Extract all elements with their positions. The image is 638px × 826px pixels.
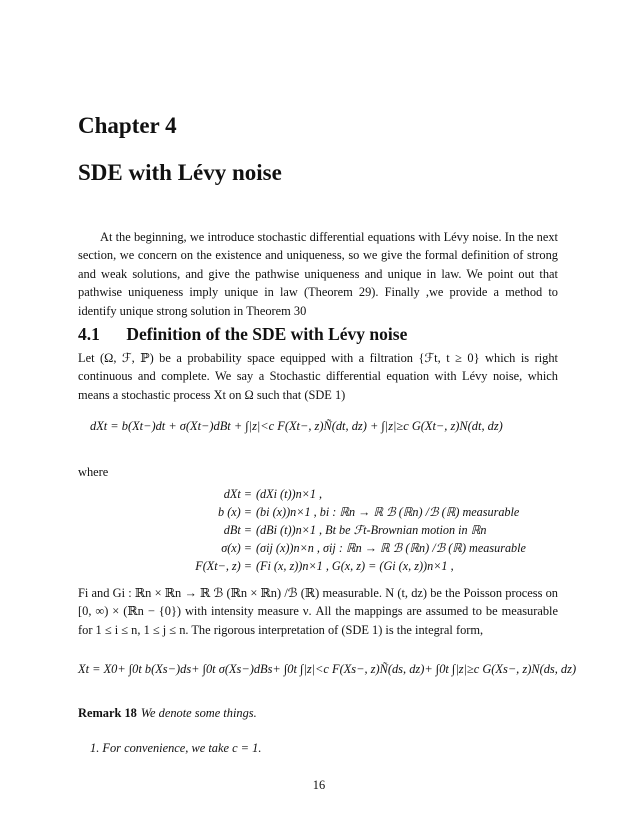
measurability-paragraph: Fi and Gi : ℝn × ℝn → ℝ ℬ (ℝn × ℝn) /ℬ (ℝ) measurable. N (t, dz) be the Poisson process on [0, ∞) × (ℝn − {0}) with intensity measure ν. All the mappings are assumed to be measurable for 1 ≤ i ≤ n, 1 ≤ j ≤ n. The rigorous interpretation of (SDE 1) is the integral form, <box>78 586 558 637</box>
definition-row <box>150 523 526 541</box>
definition-rhs: (bi (x))n×1 , bi : ℝn → ℝ ℬ (ℝn) /ℬ (ℝ) measurable <box>256 505 520 519</box>
remark-label: Remark 18 <box>78 706 137 720</box>
section-paragraph: Let (Ω, ℱ, ℙ) be a probability space equipped with a filtration {ℱt, t ≥ 0} which is right continuous and complete. We say a Stochastic differential equation with Lévy noise, which means a stochastic process Xt on Ω such that (SDE 1) <box>78 351 558 402</box>
definition-rhs: (σij (x))n×n , σij : ℝn → ℝ ℬ (ℝn) /ℬ (ℝ) measurable <box>256 541 526 555</box>
definition-row <box>150 505 526 523</box>
list-item: 1. For convenience, we take c = 1. <box>90 741 262 755</box>
definitions-block <box>150 487 526 577</box>
definition-rhs: (Fi (x, z))n×1 , G(x, z) = (Gi (x, z))n×1 , <box>256 559 454 573</box>
definition-rhs: (dXi (t))n×1 , <box>256 487 323 501</box>
definition-row <box>150 559 526 577</box>
where-label: where <box>78 465 109 479</box>
chapter-label: Chapter 4 <box>78 113 177 138</box>
definition-lhs: b (x) = <box>218 505 252 519</box>
chapter-title: SDE with Lévy noise <box>78 160 282 185</box>
integral-equation: Xt = X0+ ∫0t b(Xs−)ds+ ∫0t σ(Xs−)dBs+ ∫0t ∫|z|<c F(Xs−, z)Ñ(ds, dz)+ ∫0t ∫|z|≥c G(Xs−, z)N(ds, dz) <box>78 662 577 676</box>
section-heading <box>78 324 407 345</box>
section-number: 4.1 <box>78 324 100 344</box>
page-number: 16 <box>312 778 326 792</box>
definition-lhs: σ(x) = <box>221 541 252 555</box>
sde-equation: dXt = b(Xt−)dt + σ(Xt−)dBt + ∫|z|<c F(Xt−, z)Ñ(dt, dz) + ∫|z|≥c G(Xt−, z)N(dt, dz) <box>90 419 503 433</box>
definition-lhs: F(Xt−, z) = <box>195 559 252 573</box>
definition-rhs: (dBi (t))n×1 , Bt be ℱt-Brownian motion in ℝn <box>256 523 487 537</box>
definition-lhs: dBt = <box>223 523 252 537</box>
definition-lhs: dXt = <box>223 487 252 501</box>
intro-paragraph: At the beginning, we introduce stochastic differential equations with Lévy noise. In the next section, we concern on the existence and uniqueness, so we give the formal definition of strong and weak solutions, and give the pathwise uniqueness and unique in law. We point out that pathwise uniqueness imply unique in law (Theorem 29). Finally ,we provide a method to identify unique strong solution in Theorem 30 <box>78 230 558 318</box>
remark <box>78 706 257 721</box>
remark-text: We denote some things. <box>140 706 257 720</box>
definition-row <box>150 541 526 559</box>
definition-row <box>150 487 526 505</box>
section-title: Definition of the SDE with Lévy noise <box>126 324 408 344</box>
